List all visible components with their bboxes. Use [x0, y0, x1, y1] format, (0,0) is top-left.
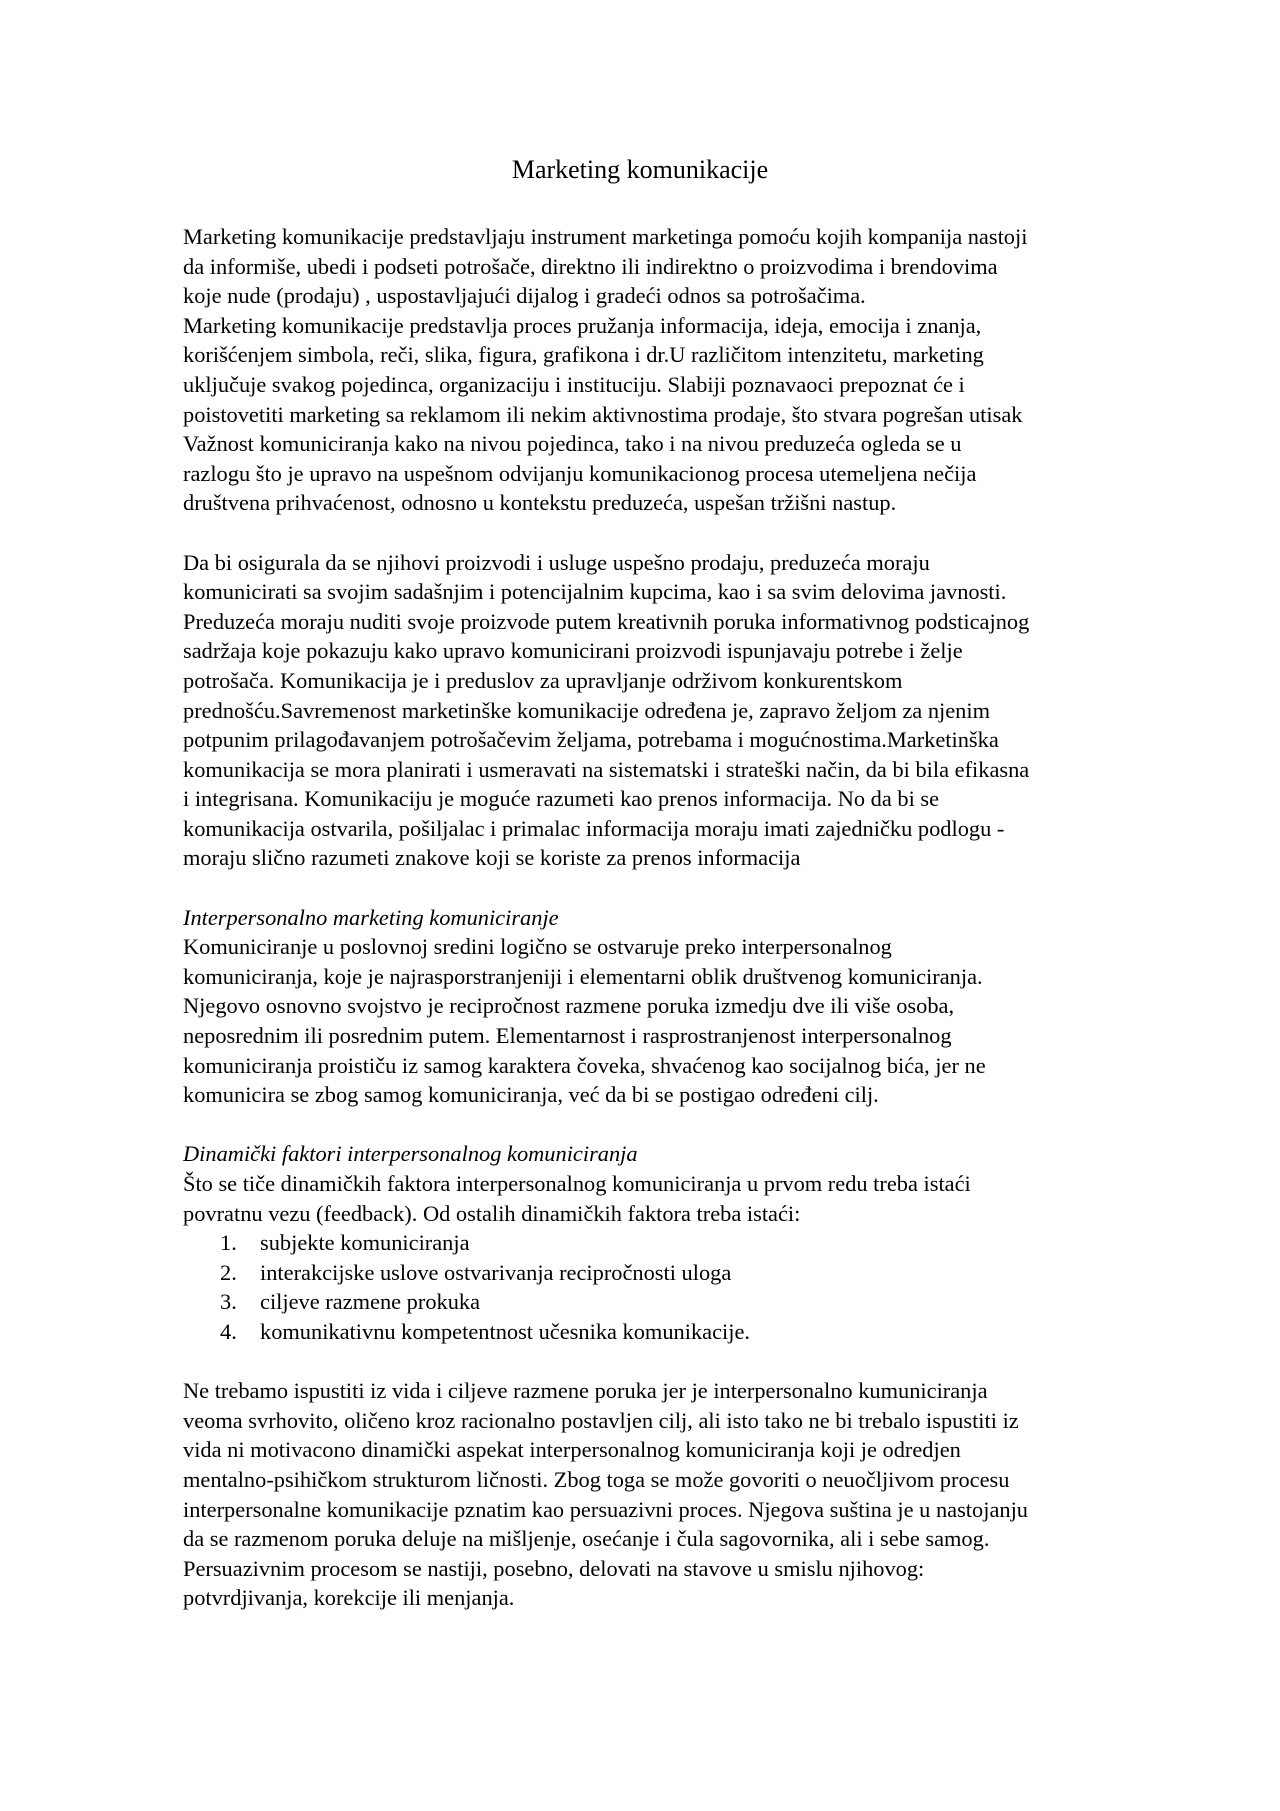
list-item-number: 1. — [220, 1230, 237, 1256]
paragraph-line: mentalno-psihičkom strukturom ličnosti. Zbog toga se može govoriti o neuočljivom procesu — [183, 1466, 1010, 1492]
paragraph-line: prednošću.Savremenost marketinške komunikacije određena je, zapravo željom za njenim — [183, 697, 991, 723]
list-item-number: 3. — [220, 1289, 237, 1315]
paragraph-line: Da bi osigurala da se njihovi proizvodi i usluge uspešno prodaju, preduzeća moraju — [183, 549, 930, 575]
paragraph-gap — [183, 1110, 1163, 1140]
paragraph-line: Komuniciranje u poslovnoj sredini logično se ostvaruje preko interpersonalnog — [183, 934, 892, 960]
paragraph-line: Marketing komunikacije predstavljaju instrument marketinga pomoću kojih kompanija nastoji — [183, 224, 1028, 249]
paragraph-line: interpersonalne komunikacije pznatim kao persuazivni proces. Njegova suština je u nastojanju — [183, 1496, 1028, 1522]
paragraph-line: komunikacija se mora planirati i usmeravati na sistematski i strateški način, da bi bila efikasna — [183, 756, 1030, 782]
paragraph-line: Što se tiče dinamičkih faktora interpersonalnog komuniciranja u prvom redu treba istaći — [183, 1171, 971, 1196]
paragraph-line: Persuazivnim procesom se nastiji, posebno, delovati na stavove u smislu njihovog: — [183, 1555, 925, 1581]
paragraph-line: komunikacija ostvarila, pošiljalac i primalac informacija moraju imati zajedničku podlogu - — [183, 815, 1005, 841]
ordered-list — [183, 1228, 1163, 1346]
paragraph — [183, 1376, 1163, 1613]
paragraph-line: razlogu što je upravo na uspešnom odvijanju komunikacionog procesa utemeljena nečija — [183, 460, 977, 486]
paragraph-line: i integrisana. Komunikaciju je moguće razumeti kao prenos informacija. No da bi se — [183, 786, 940, 812]
paragraph — [183, 1169, 1163, 1228]
paragraph-line: potrošača. Komunikacija je i preduslov za upravljanje održivom konkurentskom — [183, 667, 903, 693]
paragraph-line: komunicira se zbog samog komuniciranja, već da bi se postigao određeni cilj. — [183, 1082, 879, 1108]
paragraph-line: neposrednim ili posrednim putem. Elementarnost i rasprostranjenost interpersonalnog — [183, 1023, 952, 1049]
paragraph-line: potpunim prilagođavanjem potrošačevim željama, potrebama i mogućnostima.Marketinška — [183, 727, 999, 753]
paragraph-line: komunicirati sa svojim sadašnjim i potencijalnim kupcima, kao i sa svim delovima javnosti. — [183, 579, 1007, 605]
paragraph-line: potvrdjivanja, korekcije ili menjanja. — [183, 1585, 515, 1611]
paragraph-line: vida ni motivacono dinamički aspekat interpersonalnog komuniciranja koji je odredjen — [183, 1437, 961, 1463]
paragraph-line: Njegovo osnovno svojstvo je recipročnost razmene poruka izmedju dve ili više osoba, — [183, 993, 955, 1019]
paragraph — [183, 548, 1163, 874]
paragraph-line: veoma svrhovito, oličeno kroz racionalno postavljen cilj, ali isto tako ne bi trebalo ispustiti iz — [183, 1407, 1019, 1433]
list-item-number: 4. — [220, 1318, 237, 1344]
list-item-text: ciljeve razmene prokuka — [260, 1289, 481, 1315]
paragraph — [183, 222, 1163, 518]
document-body — [183, 222, 1163, 1613]
paragraph-line: moraju slično razumeti znakove koji se koriste za prenos informacija — [183, 845, 801, 871]
document-title: Marketing komunikacije — [511, 155, 769, 184]
paragraph-line: Preduzeća moraju nuditi svoje proizvode putem kreativnih poruka informativnog podsticajnog — [183, 608, 1030, 634]
section-heading: Dinamički faktori interpersonalnog komuniciranja — [183, 1141, 638, 1167]
paragraph-line: koje nude (prodaju) , uspostavljajući dijalog i gradeći odnos sa potrošačima. — [183, 283, 866, 309]
list-item-text: subjekte komuniciranja — [260, 1230, 470, 1256]
paragraph-line: Marketing komunikacije predstavlja proces pružanja informacija, ideja, emocija i znanja, — [183, 312, 982, 338]
paragraph-line: komuniciranja, koje je najrasporstranjeniji i elementarni oblik društvenog komuniciranja. — [183, 963, 983, 989]
paragraph-line: društvena prihvaćenost, odnosno u kontekstu preduzeća, uspešan tržišni nastup. — [183, 490, 897, 516]
list-item — [183, 1287, 1163, 1317]
paragraph-line: Ne trebamo ispustiti iz vida i ciljeve razmene poruka jer je interpersonalno kumuniciranja — [183, 1378, 988, 1404]
list-item — [183, 1258, 1163, 1288]
paragraph-line: povratnu vezu (feedback). Od ostalih dinamičkih faktora treba istaći: — [183, 1200, 801, 1226]
list-item-text: interakcijske uslove ostvarivanja recipročnosti uloga — [260, 1259, 732, 1285]
paragraph-line: komuniciranja proističu iz samog karaktera čoveka, shvaćenog kao socijalnog bića, jer ne — [183, 1052, 986, 1078]
list-item-number: 2. — [220, 1259, 237, 1285]
list-item-text: komunikativnu kompetentnost učesnika komunikacije. — [260, 1318, 751, 1344]
paragraph-line: uključuje svakog pojedinca, organizaciju i instituciju. Slabiji poznavaoci prepoznat će i — [183, 371, 965, 397]
paragraph-line: Važnost komuniciranja kako na nivou pojedinca, tako i na nivou preduzeća ogleda se u — [183, 431, 962, 457]
paragraph-gap — [183, 518, 1163, 548]
list-item — [183, 1317, 1163, 1347]
paragraph-gap — [183, 1347, 1163, 1377]
paragraph-gap — [183, 873, 1163, 903]
paragraph-line: korišćenjem simbola, reči, slika, figura, grafikona i dr.U različitom intenzitetu, marketing — [183, 342, 984, 368]
list-item — [183, 1228, 1163, 1258]
paragraph — [183, 932, 1163, 1110]
paragraph-line: da se razmenom poruka deluje na mišljenje, osećanje i čula sagovornika, ali i sebe samog. — [183, 1526, 990, 1552]
paragraph-line: sadržaja koje pokazuju kako upravo komunicirani proizvodi ispunjavaju potrebe i želje — [183, 638, 963, 664]
paragraph-line: poistovetiti marketing sa reklamom ili nekim aktivnostima prodaje, što stvara pogrešan utisak — [183, 401, 1023, 427]
section-heading: Interpersonalno marketing komuniciranje — [183, 904, 559, 930]
paragraph-line: da informiše, ubedi i podseti potrošače, direktno ili indirektno o proizvodima i brendovima — [183, 253, 998, 279]
